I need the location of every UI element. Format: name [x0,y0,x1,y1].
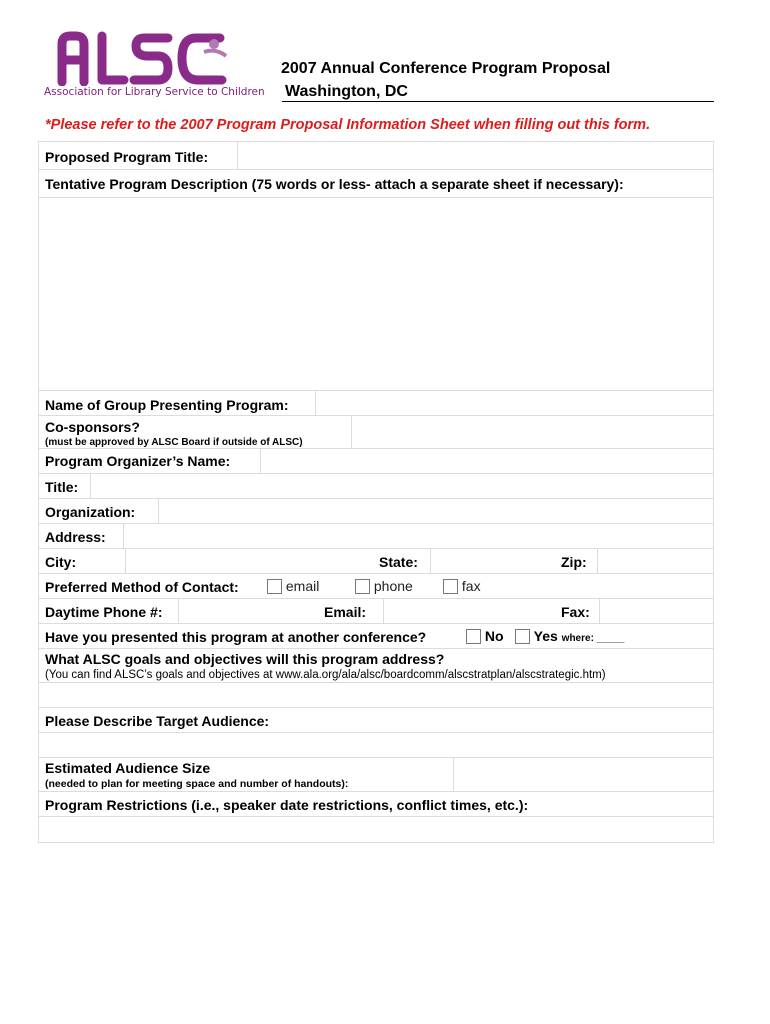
description-label: Tentative Program Description (75 words or less- attach a separate sheet if necessary): [45,176,624,192]
organizer-name-field[interactable] [260,449,713,473]
row-organizer-name [39,449,713,474]
yes-option[interactable] [515,628,625,647]
fax-option-label: fax [461,578,481,594]
fax-checkbox[interactable] [443,579,458,594]
cosponsors-field[interactable] [351,416,713,448]
program-title-field[interactable] [237,142,713,169]
row-goals [39,649,713,683]
audience-size-note: (needed to plan for meeting space and number of handouts): [45,778,349,790]
state-field[interactable] [430,549,555,573]
row-address [39,524,713,549]
cosponsors-note: (must be approved by ALSC Board if outside of ALSC) [45,437,303,448]
title-label: Title: [45,479,79,495]
row-presented-before [39,624,713,649]
goals-note: (You can find ALSC’s goals and objectives at www.ala.org/ala/alsc/boardcomm/alscstratplan/alscstrategic.htm) [45,669,606,681]
email-option-label: email [285,578,320,594]
target-audience-field[interactable] [39,733,713,758]
no-option[interactable] [466,628,504,644]
instructions-notice: *Please refer to the 2007 Program Proposal Information Sheet when filling out this form. [45,117,651,133]
yes-label: Yes [533,628,558,644]
audience-size-label: Estimated Audience Size [45,760,211,776]
row-target-audience [39,708,713,733]
presented-before-label: Have you presented this program at another conference? [45,629,427,645]
contact-option-fax[interactable] [443,578,481,594]
contact-method-label: Preferred Method of Contact: [45,579,239,595]
daytime-phone-field[interactable] [178,599,320,623]
org-tagline: Association for Library Service to Children [44,86,265,98]
description-field[interactable] [39,198,713,391]
city-field[interactable] [125,549,375,573]
zip-field[interactable] [597,549,713,573]
contact-option-email[interactable] [267,578,319,594]
goals-label: What ALSC goals and objectives will this program address? [45,651,445,667]
row-organization [39,499,713,524]
title-line-1: 2007 Annual Conference Program Proposal [281,60,611,77]
audience-size-field[interactable] [453,758,713,791]
zip-label: Zip: [561,554,587,570]
document-title [281,57,610,103]
city-label: City: [45,554,77,570]
group-name-label: Name of Group Presenting Program: [45,397,289,413]
restrictions-label: Program Restrictions (i.e., speaker date restrictions, conflict times, etc.): [45,797,529,813]
group-name-field[interactable] [315,391,713,415]
address-field[interactable] [123,524,713,548]
address-label: Address: [45,529,106,545]
email-label: Email: [324,604,367,620]
yes-checkbox[interactable] [515,629,530,644]
target-audience-label: Please Describe Target Audience: [45,713,270,729]
title-line-2: Washington, DC [285,83,408,100]
alsc-logo-graphic [40,30,240,86]
email-checkbox[interactable] [267,579,282,594]
proposal-form [38,141,714,843]
daytime-phone-label: Daytime Phone #: [45,604,163,620]
organizer-name-label: Program Organizer’s Name: [45,453,231,469]
title-divider [282,101,714,102]
row-description-label [39,170,713,198]
fax-field[interactable] [599,599,713,623]
row-contact-method [39,574,713,599]
row-title [39,474,713,499]
email-field[interactable] [383,599,553,623]
organization-label: Organization: [45,504,136,520]
fax-label: Fax: [561,604,590,620]
row-audience-size [39,758,713,792]
row-city-state-zip [39,549,713,574]
cosponsors-label: Co-sponsors? [45,419,140,435]
where-label: where: _____ [561,633,625,644]
phone-option-label: phone [373,578,413,594]
restrictions-field[interactable] [39,817,713,842]
contact-option-phone[interactable] [355,578,413,594]
title-field[interactable] [90,474,713,498]
row-phone-email-fax [39,599,713,624]
phone-checkbox[interactable] [355,579,370,594]
row-restrictions [39,792,713,817]
state-label: State: [379,554,418,570]
row-group-name [39,391,713,416]
organization-field[interactable] [158,499,713,523]
row-program-title [39,142,713,170]
goals-field[interactable] [39,683,713,708]
no-label: No [484,628,504,644]
no-checkbox[interactable] [466,629,481,644]
program-title-label: Proposed Program Title: [45,149,209,165]
row-cosponsors [39,416,713,449]
